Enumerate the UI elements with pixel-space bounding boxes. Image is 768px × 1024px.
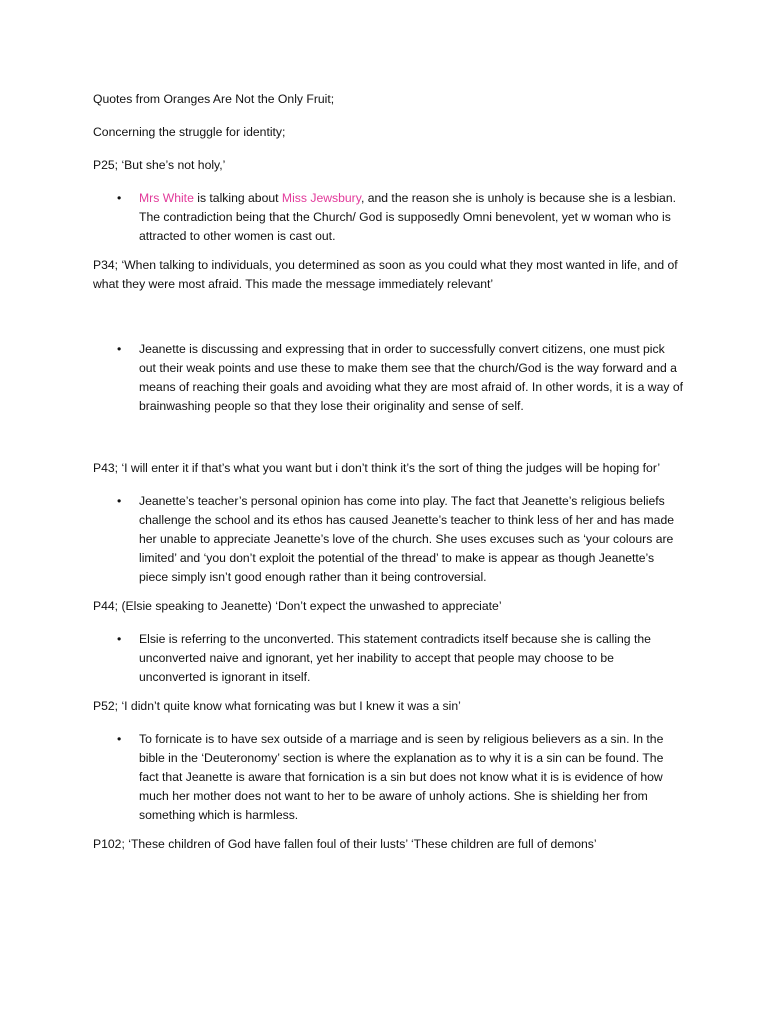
- bullet-text: , and the reason she is unholy is because she is a lesbian. The contradiction being that the Church/ God is supposedly Omni benevolent, yet w woman who is attracted to other women is cast out.: [139, 191, 676, 243]
- quote-p25: P25; ‘But she’s not holy,’: [93, 158, 226, 172]
- bullet-p52: [93, 730, 683, 825]
- document-subtitle: Concerning the struggle for identity;: [93, 125, 286, 139]
- bullet-dot-icon: •: [117, 732, 122, 746]
- highlight-name-miss-jewsbury: Miss Jewsbury: [281, 191, 361, 205]
- quote-p43: P43; ‘I will enter it if that’s what you want but i don’t think it’s the sort of thing the judges will be hoping for’: [93, 461, 661, 475]
- bullet-p43: [93, 492, 683, 587]
- spacer: [93, 308, 683, 340]
- bullet-text: To fornicate is to have sex outside of a marriage and is seen by religious believers as a sin. In the bible in the ‘Deuteronomy’ section is where the explanation as to why it is a sin can be found. The fact that Jeanette is aware that fornication is a sin but does not know what it is is evidence of how much her mother does not want to her to be aware of unholy actions. She is shielding her from something which is harmless.: [139, 732, 664, 822]
- spacer: [93, 426, 683, 459]
- bullet-dot-icon: •: [117, 494, 122, 508]
- quote-p52: P52; ‘I didn’t quite know what fornicating was but I knew it was a sin’: [93, 699, 461, 713]
- quote-p34: P34; ‘When talking to individuals, you determined as soon as you could what they most wanted in life, and of what they were most afraid. This made the message immediately relevant’: [93, 258, 678, 291]
- bullet-dot-icon: •: [117, 632, 122, 646]
- bullet-p25: [93, 189, 683, 246]
- bullet-dot-icon: •: [117, 191, 122, 205]
- bullet-text: is talking about: [193, 191, 282, 205]
- quote-p44: P44; (Elsie speaking to Jeanette) ‘Don’t expect the unwashed to appreciate’: [93, 599, 502, 613]
- bullet-p34: [93, 340, 683, 416]
- bullet-text: Elsie is referring to the unconverted. This statement contradicts itself because she is calling the unconverted naive and ignorant, yet her inability to accept that people may choose to be unconverted is ignorant in itself.: [139, 632, 651, 684]
- quote-p102: P102; ‘These children of God have fallen foul of their lusts’ ‘These children are full of demons’: [93, 837, 597, 851]
- bullet-text: Jeanette is discussing and expressing that in order to successfully convert citizens, one must pick out their weak points and use these to make them see that the church/God is the way forward and a means of reaching their goals and avoiding what they are most afraid of. In other words, it is a way of brainwashing people so that they lose their originality and sense of self.: [139, 342, 683, 413]
- bullet-p44: [93, 630, 683, 687]
- bullet-text: Jeanette’s teacher’s personal opinion has come into play. The fact that Jeanette’s religious beliefs challenge the school and its ethos has caused Jeanette’s teacher to think less of her and has made her unable to appreciate Jeanette’s love of the church. She uses excuses such as ‘your colours are limited’ and ‘you don’t exploit the potential of the thread’ to make is appear as though Jeanette’s piece simply isn’t good enough rather than it being controversial.: [139, 494, 675, 584]
- document-page: [93, 90, 683, 868]
- document-title: Quotes from Oranges Are Not the Only Fruit;: [93, 92, 335, 106]
- highlight-name-mrs-white: Mrs White: [139, 191, 194, 205]
- bullet-dot-icon: •: [117, 342, 122, 356]
